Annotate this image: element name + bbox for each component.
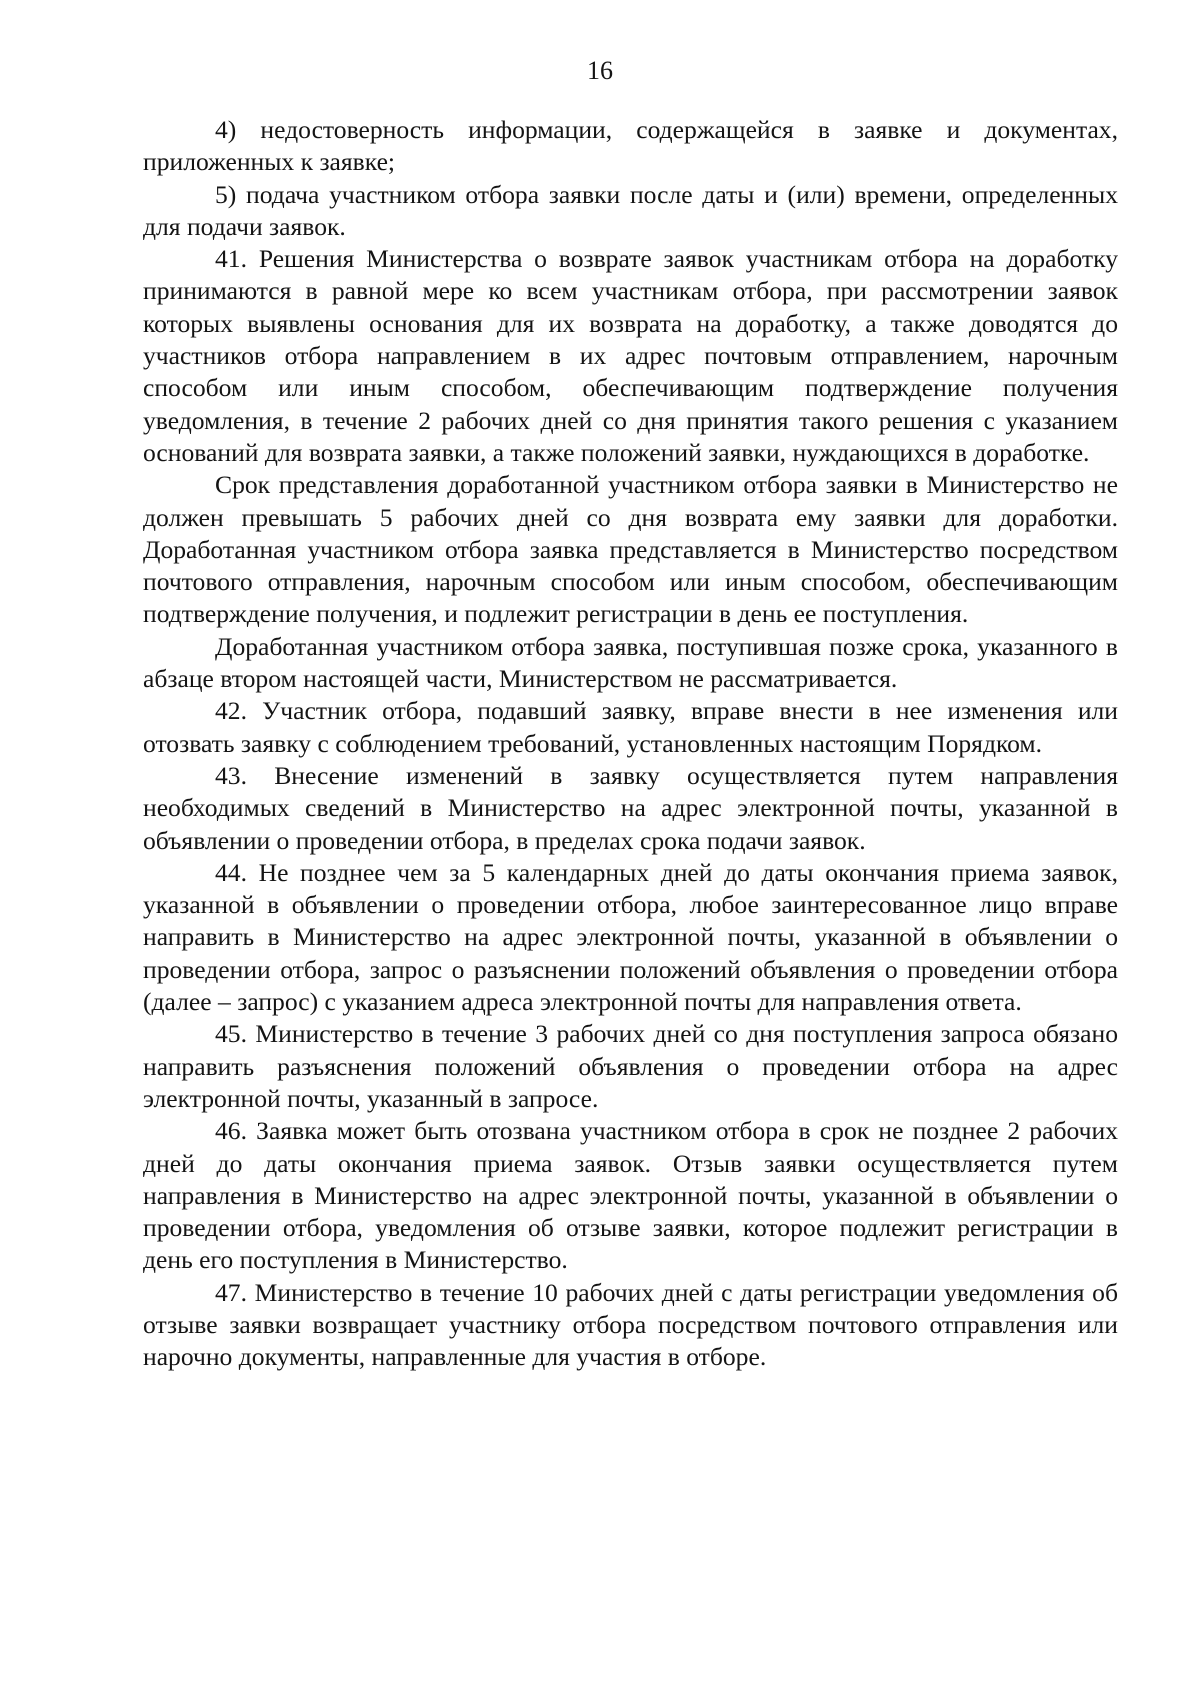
paragraph-item-4: 4) недостоверность информации, содержащейся в заявке и документах, приложенных к заявке; xyxy=(143,115,1118,177)
paragraph-clause-45: 45. Министерство в течение 3 рабочих дней со дня поступления запроса обязано направить разъяснения положений объявления о проведении отбора на адрес электронной почты, указанный в запросе. xyxy=(143,1019,1118,1113)
paragraph-clause-41-part-2: Срок представления доработанной участником отбора заявки в Министерство не должен превышать 5 рабочих дней со дня возврата ему заявки для доработки. Доработанная участником отбора заявка представляется в Министерство посредством почтового отправления, нарочным способом или иным способом, обеспечивающим подтверждение получения, и подлежит регистрации в день ее поступления. xyxy=(143,470,1118,629)
paragraph-clause-47: 47. Министерство в течение 10 рабочих дней с даты регистрации уведомления об отзыве заявки возвращает участнику отбора посредством почтового отправления или нарочно документы, направленные для участия в отборе. xyxy=(143,1277,1118,1372)
document-body xyxy=(143,114,1118,1374)
paragraph-item-5: 5) подача участником отбора заявки после даты и (или) времени, определенных для подачи заявок. xyxy=(143,179,1118,241)
paragraph-clause-42: 42. Участник отбора, подавший заявку, вправе внести в нее изменения или отозвать заявку с соблюдением требований, установленных настоящим Порядком. xyxy=(143,696,1118,758)
paragraph-clause-44: 44. Не позднее чем за 5 календарных дней до даты окончания приема заявок, указанной в объявлении о проведении отбора, любое заинтересованное лицо вправе направить в Министерство на адрес электронной почты, указанной в объявлении о проведении отбора, запрос о разъяснении положений объявления о проведении отбора (далее – запрос) с указанием адреса электронной почты для направления ответа. xyxy=(143,857,1118,1017)
paragraph-clause-41: 41. Решения Министерства о возврате заявок участникам отбора на доработку принимаются в равной мере ко всем участникам отбора, при рассмотрении заявок которых выявлены основания для их возврата на доработку, а также доводятся до участников отбора направлением в их адрес почтовым отправлением, нарочным способом или иным способом, обеспечивающим подтверждение получения уведомления, в течение 2 рабочих дней со дня принятия такого решения с указанием оснований для возврата заявки, а также положений заявки, нуждающихся в доработке. xyxy=(143,244,1118,467)
page-number: 16 xyxy=(587,56,613,85)
paragraph-clause-46: 46. Заявка может быть отозвана участником отбора в срок не позднее 2 рабочих дней до даты окончания приема заявок. Отзыв заявки осуществляется путем направления в Министерство на адрес электронной почты, указанной в объявлении о проведении отбора, уведомления об отзыве заявки, которое подлежит регистрации в день его поступления в Министерство. xyxy=(143,1116,1118,1275)
paragraph-clause-41-part-3: Доработанная участником отбора заявка, поступившая позже срока, указанного в абзаце втором настоящей части, Министерством не рассматривается. xyxy=(143,631,1118,694)
paragraph-clause-43: 43. Внесение изменений в заявку осуществляется путем направления необходимых сведений в Министерство на адрес электронной почты, указанной в объявлении о проведении отбора, в пределах срока подачи заявок. xyxy=(143,760,1118,855)
